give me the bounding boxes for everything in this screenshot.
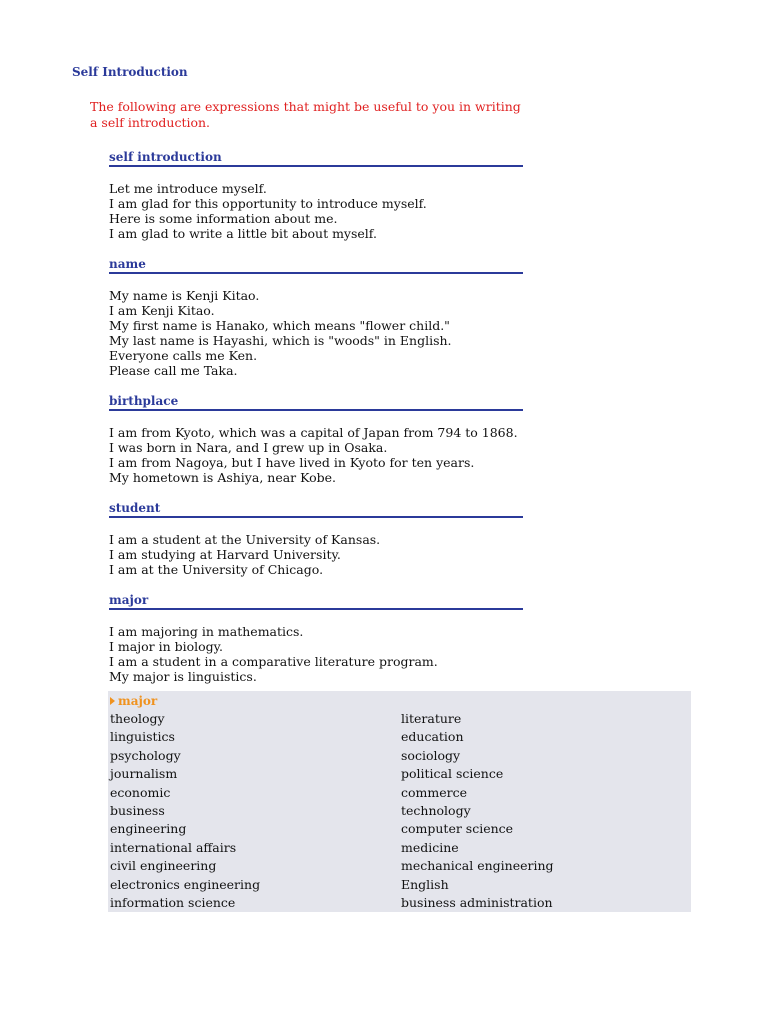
example-sentence: I am glad for this opportunity to introduce myself. (109, 196, 427, 211)
example-sentence: My hometown is Ashiya, near Kobe. (109, 470, 337, 485)
table-cell: economic (110, 784, 171, 800)
table-row (110, 765, 689, 783)
table-cell: business (110, 802, 165, 818)
example-sentence: I was born in Nara, and I grew up in Osaka. (109, 440, 388, 455)
intro-text: The following are expressions that might be useful to you in writing a self introduction. (90, 99, 521, 130)
section-heading: name (109, 257, 523, 274)
sections-container (109, 150, 523, 700)
table-cell: political science (401, 766, 504, 782)
example-sentence: I am glad to write a little bit about myself. (109, 226, 377, 241)
table-cell: medicine (401, 839, 459, 855)
table-cell: technology (401, 802, 471, 818)
table-cell: commerce (401, 784, 468, 800)
table-cell: journalism (110, 766, 178, 782)
section-lines (109, 181, 523, 241)
section-lines (109, 624, 523, 684)
table-row (110, 857, 689, 875)
table-row (110, 710, 689, 728)
example-sentence: Everyone calls me Ken. (109, 348, 258, 363)
example-sentence: I am a student at the University of Kansas. (109, 532, 381, 547)
majors-table-heading (110, 693, 157, 709)
table-cell: psychology (110, 747, 181, 763)
section-heading: student (109, 501, 523, 518)
table-cell: mechanical engineering (401, 858, 554, 874)
example-sentence: I am studying at Harvard University. (109, 547, 341, 562)
triangle-right-icon (110, 697, 115, 705)
example-sentence: I am majoring in mathematics. (109, 624, 304, 639)
table-cell: sociology (401, 747, 461, 763)
example-sentence: My name is Kenji Kitao. (109, 288, 260, 303)
example-sentence: Here is some information about me. (109, 211, 338, 226)
section-lines (109, 532, 523, 577)
table-cell: information science (110, 894, 236, 910)
example-sentence: I am at the University of Chicago. (109, 562, 324, 577)
table-cell: electronics engineering (110, 876, 261, 892)
table-cell: education (401, 729, 464, 745)
table-row (110, 894, 689, 912)
table-cell: engineering (110, 821, 187, 837)
section-lines (109, 425, 523, 485)
example-sentence: I am a student in a comparative literature program. (109, 654, 438, 669)
table-cell: linguistics (110, 729, 175, 745)
example-sentence: My major is linguistics. (109, 669, 257, 684)
table-row (110, 876, 689, 894)
example-sentence: I major in biology. (109, 639, 224, 654)
majors-table-heading-label: major (118, 694, 158, 708)
table-row (110, 820, 689, 838)
table-cell: business administration (401, 894, 553, 910)
example-sentence: My first name is Hanako, which means "flower child." (109, 318, 450, 333)
section-lines (109, 288, 523, 378)
table-cell: computer science (401, 821, 514, 837)
majors-grid (110, 710, 689, 912)
table-cell: literature (401, 711, 462, 726)
page-title: Self Introduction (72, 65, 188, 79)
example-sentence: I am from Kyoto, which was a capital of Japan from 794 to 1868. (109, 425, 518, 440)
table-row (110, 747, 689, 765)
section-heading: self introduction (109, 150, 523, 167)
table-cell: civil engineering (110, 858, 217, 874)
table-row (110, 839, 689, 857)
section-heading: major (109, 593, 523, 610)
majors-table (108, 691, 691, 912)
table-row (110, 802, 689, 820)
table-cell: international affairs (110, 839, 237, 855)
example-sentence: I am Kenji Kitao. (109, 303, 215, 318)
table-cell: theology (110, 711, 165, 726)
example-sentence: My last name is Hayashi, which is "woods" in English. (109, 333, 452, 348)
example-sentence: Let me introduce myself. (109, 181, 267, 196)
table-cell: English (401, 876, 449, 892)
section-heading: birthplace (109, 394, 523, 411)
example-sentence: I am from Nagoya, but I have lived in Kyoto for ten years. (109, 455, 475, 470)
table-row (110, 728, 689, 746)
table-row (110, 784, 689, 802)
example-sentence: Please call me Taka. (109, 363, 238, 378)
